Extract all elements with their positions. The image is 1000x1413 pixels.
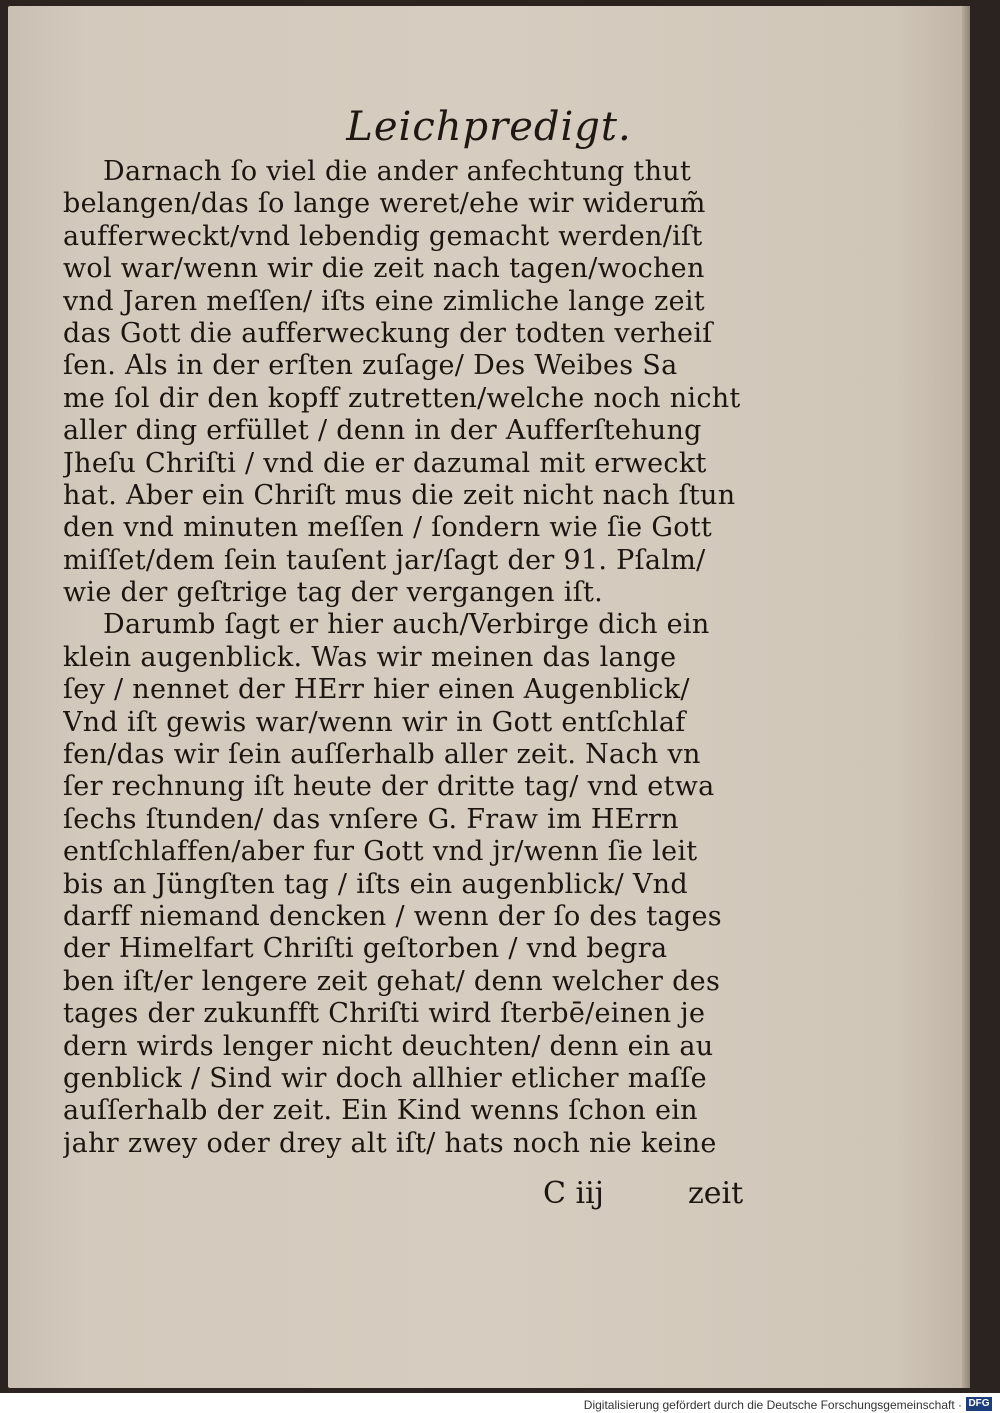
text-line: wol war/wenn wir die zeit nach tagen/wochen [63,253,705,285]
text-line: miſſet/dem ſein tauſent jar/ſagt der 91. Pſalm/ [63,544,706,576]
text-line: entſchlaffen/aber fur Gott vnd jr/wenn ſie leit [63,836,698,868]
text-line: vnd Jaren meſſen/ iſts eine zimliche lange zeit [63,285,705,317]
running-header: Leichpredigt. [346,104,632,150]
text-line: belangen/das ſo lange weret/ehe wir widerum̃ [63,188,706,220]
text-line: wie der geſtrige tag der vergangen iſt. [63,577,604,609]
text-line: Jheſu Chriſti / vnd die er dazumal mit erweckt [63,447,707,479]
dfg-logo: DFG [966,1397,992,1411]
text-line: klein augenblick. Was wir meinen das lange [63,641,677,673]
text-line: aller ding erfüllet / denn in der Aufferſtehung [63,415,702,447]
text-line: Darumb ſagt er hier auch/Verbirge dich ein [103,609,710,641]
text-line: dern wirds lenger nicht deuchten/ denn ein au [63,1030,714,1062]
page-edge [962,6,970,1388]
text-line: auſſerhalb der zeit. Ein Kind wenns ſchon ein [63,1095,698,1127]
book-page [8,6,970,1388]
text-line: me ſol dir den kopff zutretten/welche noch nicht [63,382,741,414]
text-line: ſechs ſtunden/ das vnſere G. Fraw im HErrn [63,803,679,835]
catchword: zeit [688,1176,744,1211]
text-line: hat. Aber ein Chriſt mus die zeit nicht nach ſtun [63,479,736,511]
text-line: genblick / Sind wir doch allhier etlicher maſſe [63,1062,707,1094]
text-line: aufferweckt/vnd lebendig gemacht werden/iſt [63,220,703,252]
text-line: fen/das wir ſein auſſerhalb aller zeit. Nach vn [63,739,701,771]
signature-mark: C iij [543,1176,604,1211]
text-line: ſen. Als in der erſten zuſage/ Des Weibes Sa [63,350,678,382]
text-line: ben iſt/er lengere zeit gehat/ denn welcher des [63,965,721,997]
text-line: ſer rechnung iſt heute der dritte tag/ vnd etwa [63,771,715,803]
text-line: Darnach ſo viel die ander anfechtung thut [103,156,692,187]
text-line: Vnd iſt gewis war/wenn wir in Gott entſchlaf [63,706,686,738]
text-line: den vnd minuten meſſen / ſondern wie ſie Gott [63,512,713,544]
text-line: jahr zwey oder drey alt iſt/ hats noch nie keine [63,1127,717,1159]
text-line: ſey / nennet der HErr hier einen Augenblick/ [63,674,690,706]
page-text [63,156,753,1160]
text-line: tages der zukunfft Chriſti wird ſterbē/einen je [63,998,706,1030]
funding-credit: Digitalisierung gefördert durch die Deutsche Forschungsgemeinschaft · [583,1398,962,1412]
text-line: darff niemand dencken / wenn der ſo des tages [63,900,722,932]
text-line: das Gott die aufferweckung der todten verheiſ [63,317,713,349]
text-line: der Himelfart Chriſti geſtorben / vnd begra [63,933,668,965]
text-line: bis an Jüngſten tag / iſts ein augenblick/ Vnd [63,868,688,900]
